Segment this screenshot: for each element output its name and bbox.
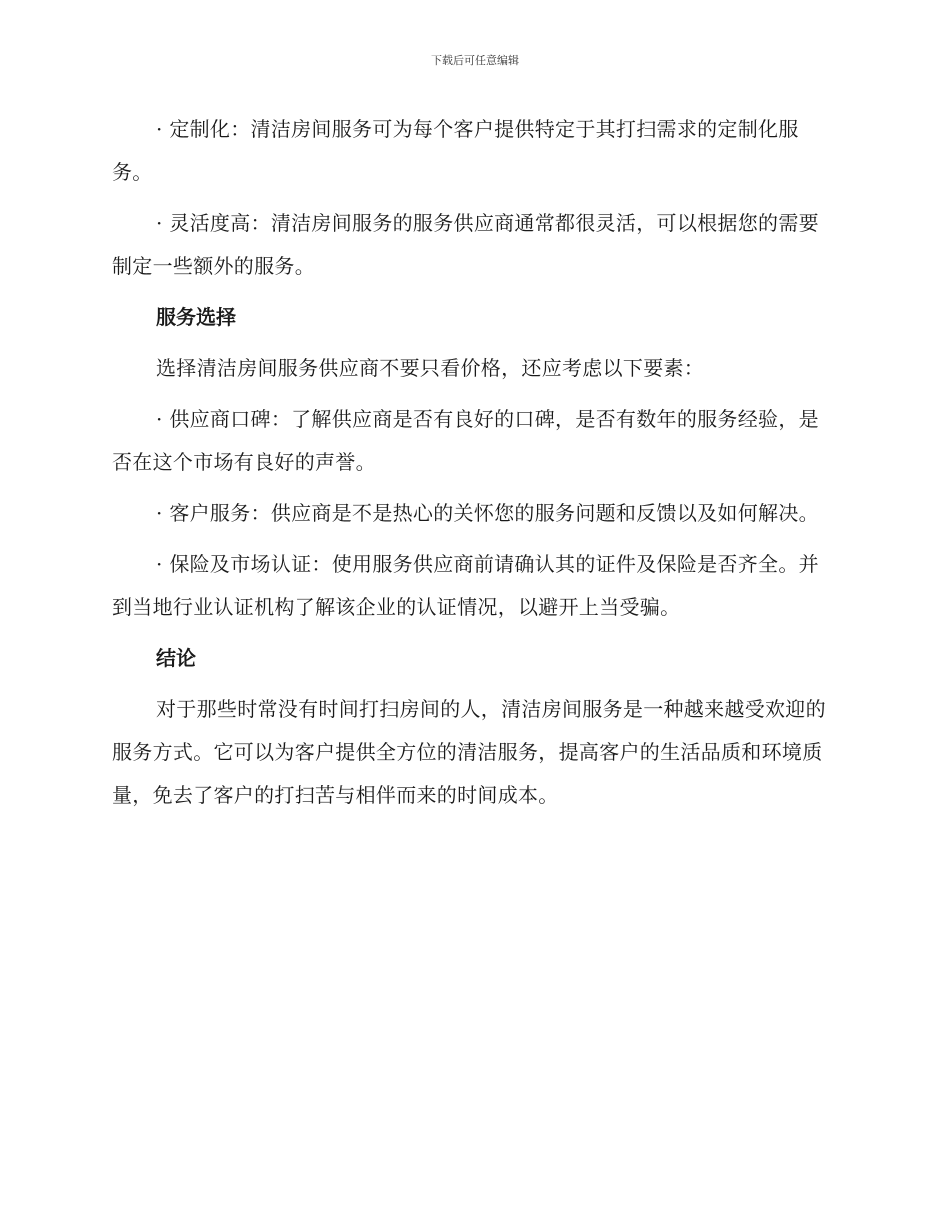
document-body	[112, 108, 832, 825]
paragraph-selection-intro: 选择清洁房间服务供应商不要只看价格，还应考虑以下要素：	[156, 356, 705, 380]
bullet-reputation: · 供应商口碑：了解供应商是否有良好的口碑，是否有数年的服务经验，是否在这个市场有良好的声誉。	[112, 407, 819, 474]
bullet-insurance-certification: · 保险及市场认证：使用服务供应商前请确认其的证件及保险是否齐全。并到当地行业认证机构了解该企业的认证情况，以避开上当受骗。	[112, 552, 819, 619]
bullet-customer-service: · 客户服务：供应商是不是热心的关怀您的服务问题和反馈以及如何解决。	[156, 501, 819, 525]
section-heading-service-selection: 服务选择	[156, 305, 236, 329]
bullet-customization: · 定制化：清洁房间服务可为每个客户提供特定于其打扫需求的定制化服务。	[112, 117, 799, 184]
paragraph-conclusion: 对于那些时常没有时间打扫房间的人，清洁房间服务是一种越来越受欢迎的服务方式。它可以为客户提供全方位的清洁服务，提高客户的生活品质和环境质量，免去了客户的打扫苦与相伴而来的时间成本。	[112, 697, 826, 807]
section-heading-conclusion: 结论	[156, 646, 196, 670]
bullet-flexibility: · 灵活度高：清洁房间服务的服务供应商通常都很灵活，可以根据您的需要制定一些额外的服务。	[112, 211, 819, 278]
header-note: 下载后可任意编辑	[431, 54, 519, 67]
